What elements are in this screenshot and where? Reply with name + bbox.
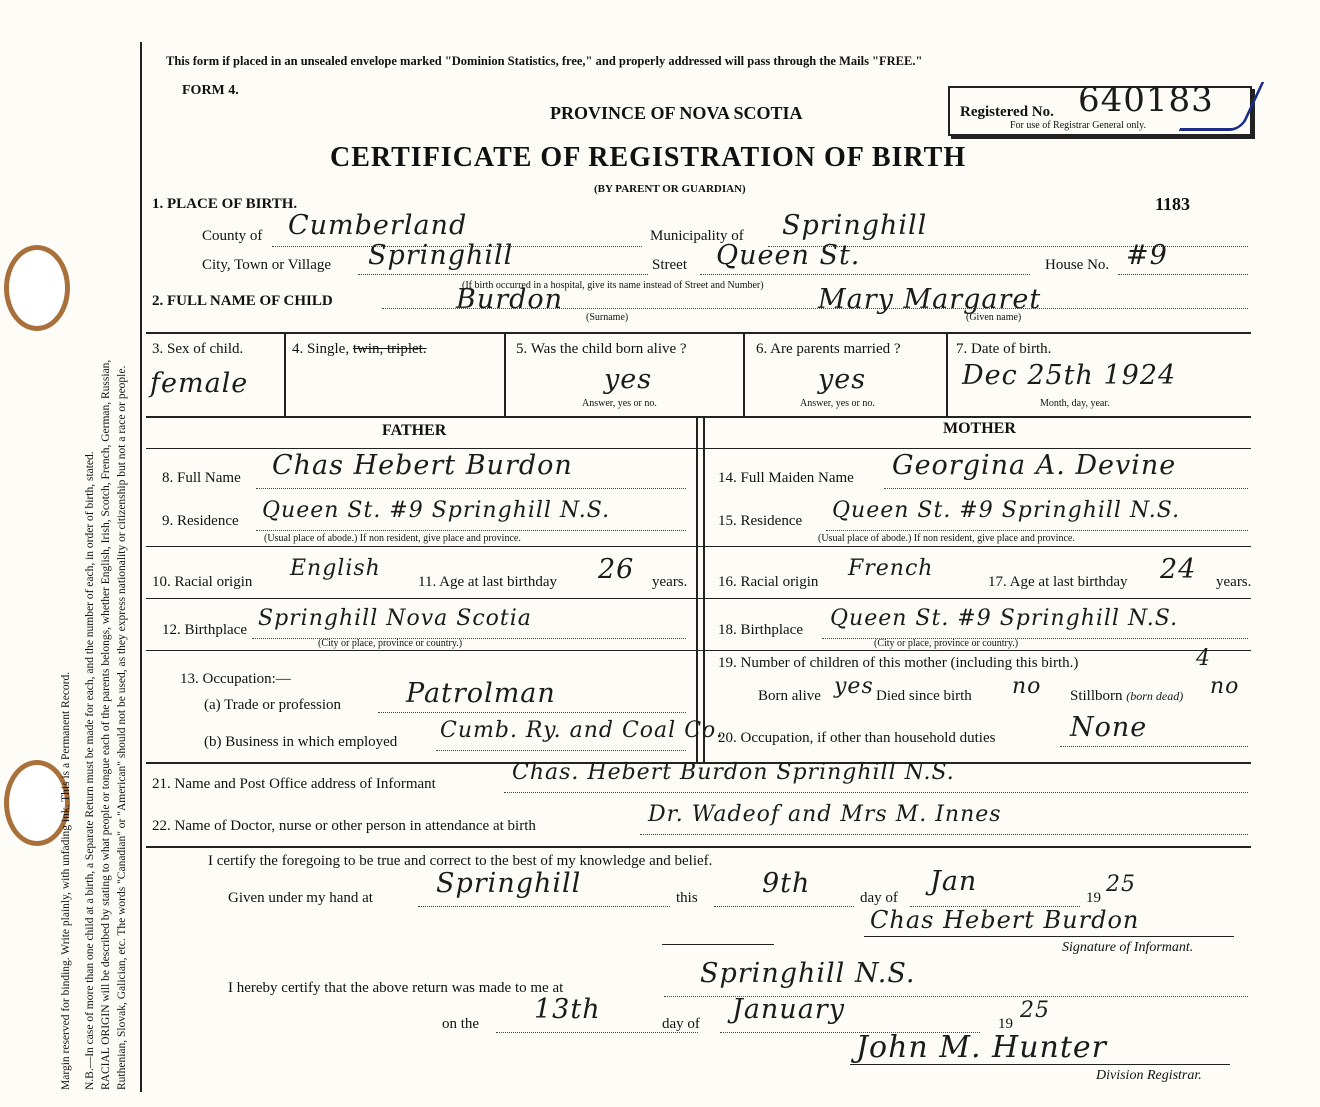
sex-label: 3. Sex of child. [152,341,244,357]
married-label: 6. Are parents married ? [756,341,901,357]
mother-residence-value: Queen St. #9 Springhill N.S. [832,498,1181,523]
certificate-title: CERTIFICATE OF REGISTRATION OF BIRTH [330,142,967,173]
stillborn-label-text: Stillborn [1070,688,1123,704]
registrar-place: Springhill N.S. [700,958,916,989]
registrar-day-of-label: day of [662,1016,700,1032]
margin-note-racial-origin-cont: Ruthenian, Slovak, Galician, etc. The words "Canadian" or "American" should not be used, as they express nationality or citizenship but not a race or people. [116,365,128,1090]
father-birthplace-caption: (City or place, province or country.) [318,638,463,649]
mother-age-value: 24 [1160,554,1197,585]
mother-occupation-label: 20. Occupation, if other than household duties [718,730,996,746]
house-label: House No. [1045,257,1110,273]
mother-residence-label: 15. Residence [718,513,803,529]
alive-label: 5. Was the child born alive ? [516,341,687,357]
father-residence-value: Queen St. #9 Springhill N.S. [262,498,611,523]
certify-text: I certify the foregoing to be true and correct to the best of my knowledge and belief. [208,853,713,869]
father-birthplace-value: Springhill Nova Scotia [258,606,532,631]
city-value: Springhill [368,240,514,271]
child-name-label: 2. FULL NAME OF CHILD [152,293,333,309]
father-age-value: 26 [598,554,635,585]
informant-value: Chas. Hebert Burdon Springhill N.S. [512,760,955,785]
father-business-value: Cumb. Ry. and Coal Co. [440,718,724,743]
municipality-value: Springhill [782,210,928,241]
father-name-label: 8. Full Name [162,470,241,486]
signature-caption: Signature of Informant. [1062,940,1194,955]
born-alive-label: Born alive [758,688,821,704]
registrar-day: 13th [534,994,601,1025]
stillborn-note: (born dead) [1126,689,1184,703]
day-of-label: day of [860,890,898,906]
father-racial-value: English [290,556,381,581]
dob-label: 7. Date of birth. [956,341,1052,357]
sex-value: female [150,368,249,399]
registrar-month: January [732,994,845,1025]
county-label: County of [202,228,263,244]
mother-birthplace-caption: (City or place, province or country.) [874,638,1019,649]
father-trade-value: Patrolman [406,678,556,709]
surname-caption: (Surname) [586,312,629,323]
margin-rule [140,42,142,1092]
registered-number: 640183 [1078,80,1214,120]
dob-value: Dec 25th 1924 [962,360,1177,391]
municipality-label: Municipality of [650,228,744,244]
mother-occupation-value: None [1070,712,1148,743]
this-label: this [676,890,698,906]
dob-caption: Month, day, year. [1040,398,1110,409]
stillborn-value: no [1210,674,1240,699]
mother-heading: MOTHER [943,420,1016,437]
father-residence-caption: (Usual place of abode.) If non resident, give place and province. [264,533,521,544]
mother-age-label: 17. Age at last birthday [988,574,1128,590]
mother-residence-caption: (Usual place of abode.) If non resident, give place and province. [818,533,1075,544]
registrar-signature: John M. Hunter [856,1030,1108,1065]
single-label-text: 4. Single, [292,341,350,357]
mother-children-value: 4 [1196,646,1211,671]
binding-hole-top [4,245,70,331]
registrar-caption: Division Registrar. [1096,1068,1202,1083]
mother-racial-label: 16. Racial origin [718,574,819,590]
alive-caption: Answer, yes or no. [582,398,657,409]
informant-label: 21. Name and Post Office address of Informant [152,776,436,792]
mother-children-label: 19. Number of children of this mother (including this birth.) [718,655,1079,671]
father-business-label: (b) Business in which employed [204,734,398,750]
child-given-name: Mary Margaret [818,284,1042,315]
place-of-birth-heading: 1. PLACE OF BIRTH. [152,196,298,212]
father-residence-label: 9. Residence [162,513,239,529]
single-label [292,341,427,358]
certify-year-prefix: 19 [1086,890,1101,906]
doctor-value: Dr. Wadeof and Mrs M. Innes [648,802,1002,827]
hospital-note: (If birth occurred in a hospital, give its name instead of Street and Number) [462,280,764,291]
house-value: #9 [1126,240,1168,271]
twin-triplet-struck: twin, triplet. [352,341,427,357]
mother-name-label: 14. Full Maiden Name [718,470,854,486]
given-caption: (Given name) [966,312,1022,323]
father-trade-label: (a) Trade or profession [204,697,342,713]
father-racial-label: 10. Racial origin [152,574,253,590]
father-age-label: 11. Age at last birthday [418,574,557,590]
certify-month: Jan [930,866,978,897]
doctor-label: 22. Name of Doctor, nurse or other person in attendance at birth [152,818,536,834]
father-name-value: Chas Hebert Burdon [272,450,573,481]
margin-note-binding: Margin reserved for binding. Write plainly, with unfading ink. This is a Permanent Record. [60,671,72,1090]
margin-note-multiple-births: N.B.—In case of more than one child at a birth, a Separate Return must be made for each, and the number of each, in order of birth, stated. [84,451,96,1090]
city-label: City, Town or Village [202,257,332,273]
father-birthplace-label: 12. Birthplace [162,622,247,638]
certify-day: 9th [762,868,811,899]
died-value: no [1012,674,1042,699]
registered-label: Registered No. [960,104,1054,120]
stillborn-label [1070,688,1183,705]
form-number: FORM 4. [182,83,239,98]
certificate-subtitle: (BY PARENT OR GUARDIAN) [594,183,746,195]
mother-name-value: Georgina A. Devine [892,450,1177,481]
father-heading: FATHER [382,422,447,439]
alive-value: yes [604,364,653,395]
registrar-year: 25 [1020,998,1050,1023]
born-alive-value: yes [834,674,874,699]
registrar-note: For use of Registrar General only. [1010,120,1146,131]
street-label: Street [652,257,687,273]
father-age-years: years. [652,574,688,590]
corner-number: 1183 [1155,194,1191,214]
county-value: Cumberland [288,210,468,241]
informant-signature: Chas Hebert Burdon [870,906,1140,934]
province-heading: PROVINCE OF NOVA SCOTIA [550,103,803,123]
child-surname: Burdon [456,284,564,315]
mother-birthplace-value: Queen St. #9 Springhill N.S. [830,606,1179,631]
father-occupation-label: 13. Occupation:— [180,671,291,687]
street-value: Queen St. [716,240,861,271]
mother-age-years: years. [1216,574,1252,590]
margin-note-racial-origin: RACIAL ORIGIN will be described by stating to what people or tongue each of the parents belongs, whether English, Irish, Scotch, French, German, Russian, [100,359,112,1090]
married-caption: Answer, yes or no. [800,398,875,409]
married-value: yes [818,364,867,395]
mail-notice: This form if placed in an unsealed envelope marked "Dominion Statistics, free," and properly addressed will pass through the Mails "FREE." [166,54,923,68]
mother-racial-value: French [848,556,934,581]
registrar-certify-text: I hereby certify that the above return was made to me at [228,980,564,996]
registrar-year-prefix: 19 [998,1016,1013,1032]
certify-year: 25 [1106,872,1136,897]
on-the-label: on the [442,1016,480,1032]
given-label: Given under my hand at [228,890,373,906]
given-place: Springhill [436,868,582,899]
mother-birthplace-label: 18. Birthplace [718,622,803,638]
died-label: Died since birth [876,688,972,704]
